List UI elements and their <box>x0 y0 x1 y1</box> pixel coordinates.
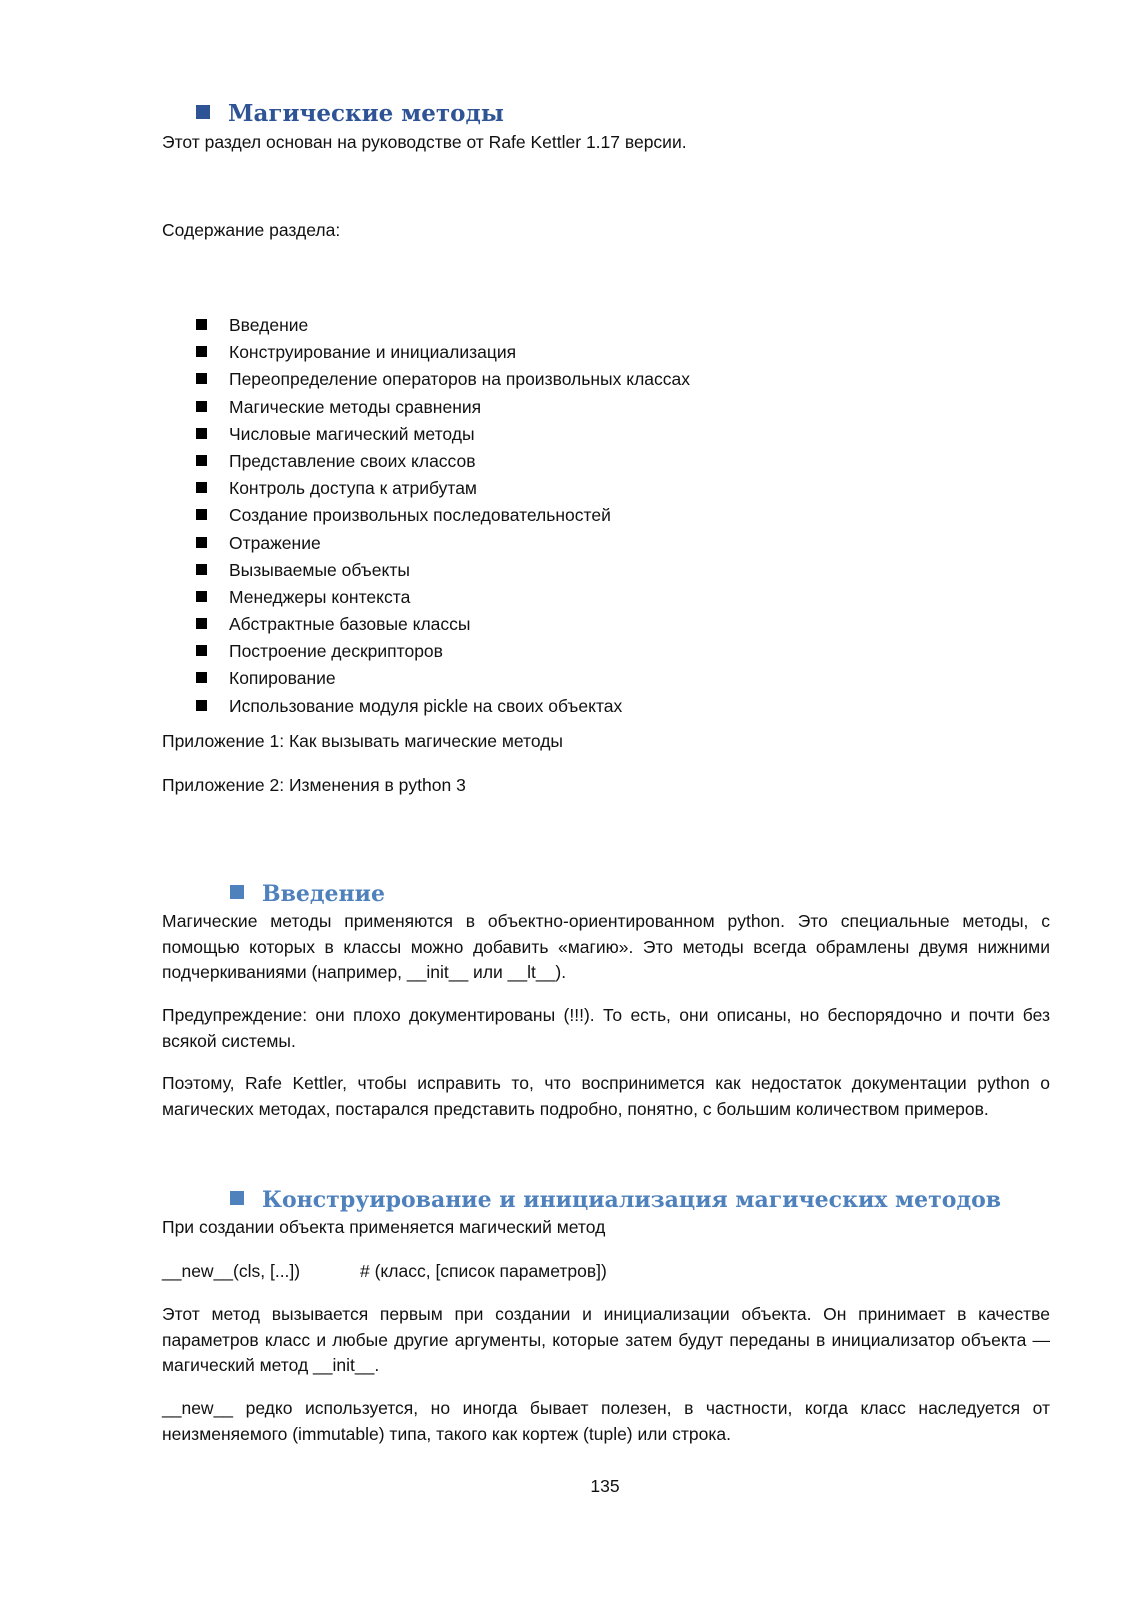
code-line <box>162 1259 1050 1285</box>
bullet-icon <box>196 618 207 629</box>
bullet-icon <box>196 672 207 683</box>
code-comment: # (класс, [список параметров]) <box>360 1261 607 1281</box>
intro-paragraph-2: Предупреждение: они плохо документированы (!!!). То есть, они описаны, но беспорядочно и почти без всякой системы. <box>162 1005 1050 1051</box>
square-bullet-icon <box>230 885 244 899</box>
section-title: Магические методы <box>228 100 504 127</box>
toc-item: Конструирование и инициализация <box>196 339 690 366</box>
construct-heading: Конструирование и инициализация магических методов <box>230 1187 1001 1213</box>
bullet-icon <box>196 401 207 412</box>
toc-item: Введение <box>196 312 690 339</box>
bullet-icon <box>196 346 207 357</box>
bullet-icon <box>196 482 207 493</box>
bullet-icon <box>196 509 207 520</box>
intro-paragraph: Этот раздел основан на руководстве от Rafe Kettler 1.17 версии. <box>162 132 687 152</box>
section-heading <box>196 100 504 127</box>
toc-list <box>196 312 690 720</box>
appendix-2: Приложение 2: Изменения в python 3 <box>162 775 466 795</box>
intro-paragraph-1: Магические методы применяются в объектно-ориентированном python. Это специальные методы, с помощью которых в классы можно добавить «магию». Это методы всегда обрамлены двумя нижними подчеркиваниями (например, __init__ или __lt__). <box>162 911 1050 982</box>
square-bullet-icon <box>196 105 210 119</box>
construct-paragraph-1: При создании объекта применяется магический метод <box>162 1217 606 1237</box>
toc-item: Построение дескрипторов <box>196 638 690 665</box>
bullet-icon <box>196 319 207 330</box>
code-signature: __new__(cls, [...]) <box>162 1261 301 1281</box>
intro-heading: Введение <box>230 881 385 907</box>
bullet-icon <box>196 564 207 575</box>
bullet-icon <box>196 700 207 711</box>
toc-item: Представление своих классов <box>196 448 690 475</box>
bullet-icon <box>196 373 207 384</box>
toc-item: Контроль доступа к атрибутам <box>196 475 690 502</box>
bullet-icon <box>196 455 207 466</box>
square-bullet-icon <box>230 1191 244 1205</box>
bullet-icon <box>196 645 207 656</box>
toc-item: Магические методы сравнения <box>196 394 690 421</box>
page-number: 135 <box>590 1476 620 1496</box>
construct-paragraph-3: __new__ редко используется, но иногда бывает полезен, в частности, когда класс наследуется от неизменяемого (immutable) типа, такого как кортеж (tuple) или строка. <box>162 1398 1050 1444</box>
construct-paragraph-2: Этот метод вызывается первым при создании и инициализации объекта. Он принимает в качестве параметров класс и любые другие аргументы, которые затем будут переданы в инициализатор объекта — магический метод __init__. <box>162 1304 1050 1375</box>
toc-item: Отражение <box>196 530 690 557</box>
toc-item: Вызываемые объекты <box>196 557 690 584</box>
contents-label: Содержание раздела: <box>162 220 341 240</box>
bullet-icon <box>196 428 207 439</box>
toc-item: Копирование <box>196 665 690 692</box>
toc-item: Менеджеры контекста <box>196 584 690 611</box>
toc-item: Числовые магический методы <box>196 421 690 448</box>
toc-item: Переопределение операторов на произвольных классах <box>196 366 690 393</box>
bullet-icon <box>196 591 207 602</box>
intro-paragraph-3: Поэтому, Rafe Kettler, чтобы исправить то, что воспринимется как недостаток документации python о магических методах, постарался представить подробно, понятно, с большим количеством примеров. <box>162 1073 1050 1119</box>
toc-item: Абстрактные базовые классы <box>196 611 690 638</box>
bullet-icon <box>196 537 207 548</box>
appendix-1: Приложение 1: Как вызывать магические методы <box>162 731 564 751</box>
toc-item: Создание произвольных последовательностей <box>196 502 690 529</box>
toc-item: Использование модуля pickle на своих объектах <box>196 693 690 720</box>
